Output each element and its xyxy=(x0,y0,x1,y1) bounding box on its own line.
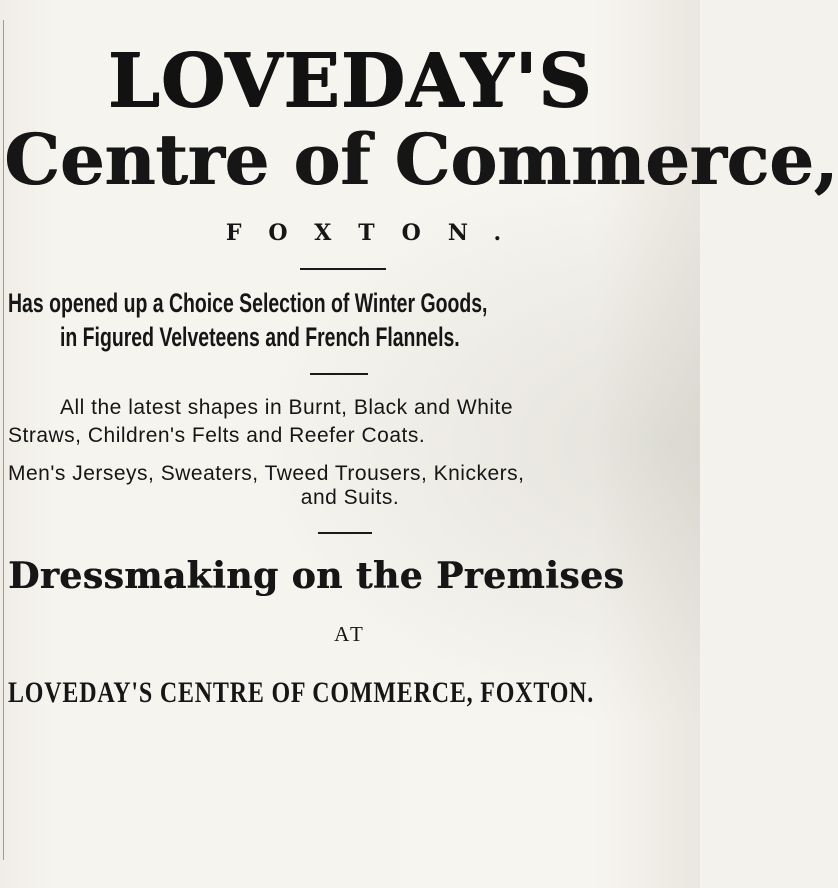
advert-town: FOXTON. xyxy=(225,220,529,246)
mens-line-1: Men's Jerseys, Sweaters, Tweed Trousers, Knickers, xyxy=(8,462,525,485)
divider-rule xyxy=(318,532,372,534)
dressmaking-heading: Dressmaking on the Premises xyxy=(8,555,625,597)
advert-title: LOVEDAY'S xyxy=(107,38,593,124)
footer-line: LOVEDAY'S CENTRE OF COMMERCE, FOXTON. xyxy=(8,676,595,709)
at-label: AT xyxy=(334,622,366,646)
divider-rule xyxy=(310,373,368,375)
shapes-line-1: All the latest shapes in Burnt, Black and White xyxy=(60,396,514,419)
shapes-line-2: Straws, Children's Felts and Reefer Coats. xyxy=(8,424,426,447)
divider-rule xyxy=(300,268,386,270)
intro-line-1: Has opened up a Choice Selection of Winter Goods, xyxy=(8,288,488,318)
mens-line-2: and Suits. xyxy=(300,486,400,509)
intro-line-2: in Figured Velveteens and French Flannels. xyxy=(60,322,460,352)
advert-subtitle: Centre of Commerce, xyxy=(4,118,838,201)
